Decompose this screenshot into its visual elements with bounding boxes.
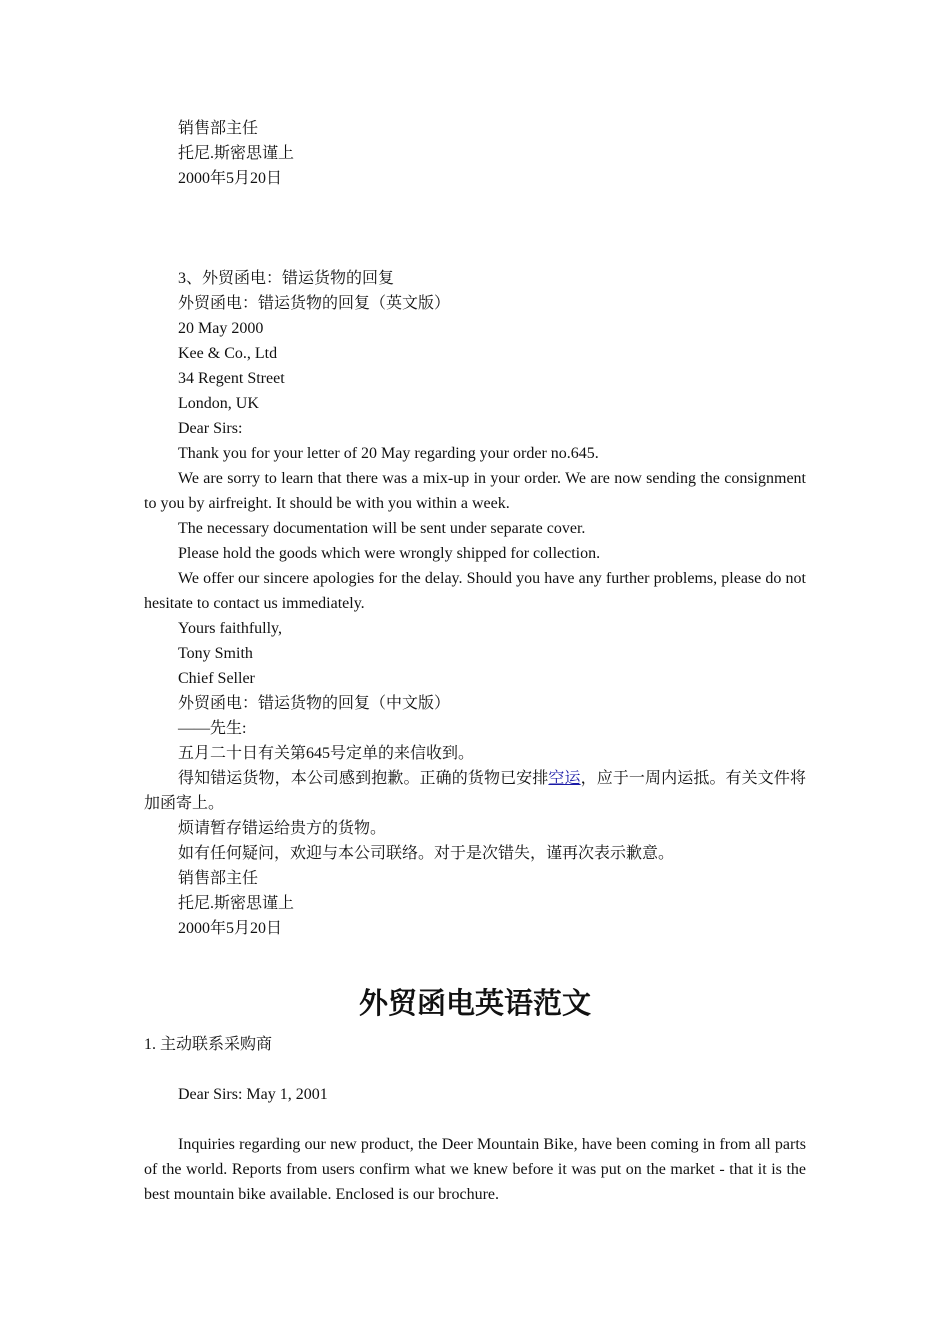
airfreight-link[interactable]: 空运 xyxy=(548,770,581,787)
letter-paragraph-4: Please hold the goods which were wrongly shipped for collection. xyxy=(178,545,601,562)
cn-paragraph-2-after: ，应于一周内运抵。有关文件将加函寄上。 xyxy=(144,770,806,812)
cn-paragraph-2-before: 得知错运货物，本公司感到抱歉。正确的货物已安排 xyxy=(178,770,549,787)
letter-paragraph-5: We offer our sincere apologies for the delay. Should you have any further problems, please do not hesitate to contact us immediately. xyxy=(144,570,806,612)
closing: Yours faithfully, xyxy=(178,620,283,637)
cn-salutation: ——先生: xyxy=(178,720,247,737)
section3-heading: 3、外贸函电：错运货物的回复 xyxy=(178,270,395,287)
cn-paragraph-4: 如有任何疑问，欢迎与本公司联络。对于是次错失，谨再次表示歉意。 xyxy=(178,845,675,862)
recipient-city: London, UK xyxy=(178,395,259,412)
cn-paragraph-1: 五月二十日有关第645号定单的来信收到。 xyxy=(178,745,475,762)
spacer xyxy=(144,1057,806,1082)
sender-position: Chief Seller xyxy=(178,670,255,687)
salutation: Dear Sirs: xyxy=(178,420,243,437)
cn-date: 2000年5月20日 xyxy=(178,920,283,937)
section1-paragraph-1: Inquiries regarding our new product, the Deer Mountain Bike, have been coming in from all parts of the world. Reports from users confirm what we knew before it was put on the market - that it is the best mountain bike available. Enclosed is our brochure. xyxy=(144,1136,806,1203)
recipient-street: 34 Regent Street xyxy=(178,370,285,387)
spacer xyxy=(144,191,806,266)
spacer xyxy=(144,941,806,985)
main-heading: 外贸函电英语范文 xyxy=(358,986,591,1020)
sender-name: Tony Smith xyxy=(178,645,253,662)
document-page xyxy=(144,116,806,1207)
section1-heading: 1. 主动联系采购商 xyxy=(144,1036,273,1053)
spacer xyxy=(144,1021,806,1032)
prev-close-title: 销售部主任 xyxy=(178,120,259,137)
prev-close-date: 2000年5月20日 xyxy=(178,170,283,187)
cn-sign-title: 销售部主任 xyxy=(178,870,259,887)
letter-paragraph-2: We are sorry to learn that there was a mix-up in your order. We are now sending the consignment to you by airfreight. It should be with you within a week. xyxy=(144,470,806,512)
letter-paragraph-1: Thank you for your letter of 20 May regarding your order no.645. xyxy=(178,445,599,462)
cn-paragraph-2 xyxy=(144,766,806,816)
prev-close-signature: 托尼.斯密思谨上 xyxy=(178,145,295,162)
cn-signature: 托尼.斯密思谨上 xyxy=(178,895,295,912)
cn-paragraph-3: 烦请暂存错运给贵方的货物。 xyxy=(178,820,387,837)
letter-paragraph-3: The necessary documentation will be sent under separate cover. xyxy=(178,520,586,537)
recipient-company: Kee & Co., Ltd xyxy=(178,345,278,362)
english-version-title: 外贸函电：错运货物的回复（英文版） xyxy=(178,295,451,312)
spacer xyxy=(144,1107,806,1132)
chinese-version-title: 外贸函电：错运货物的回复（中文版） xyxy=(178,695,451,712)
section1-salutation-date: Dear Sirs: May 1, 2001 xyxy=(178,1086,328,1103)
letter-date: 20 May 2000 xyxy=(178,320,264,337)
